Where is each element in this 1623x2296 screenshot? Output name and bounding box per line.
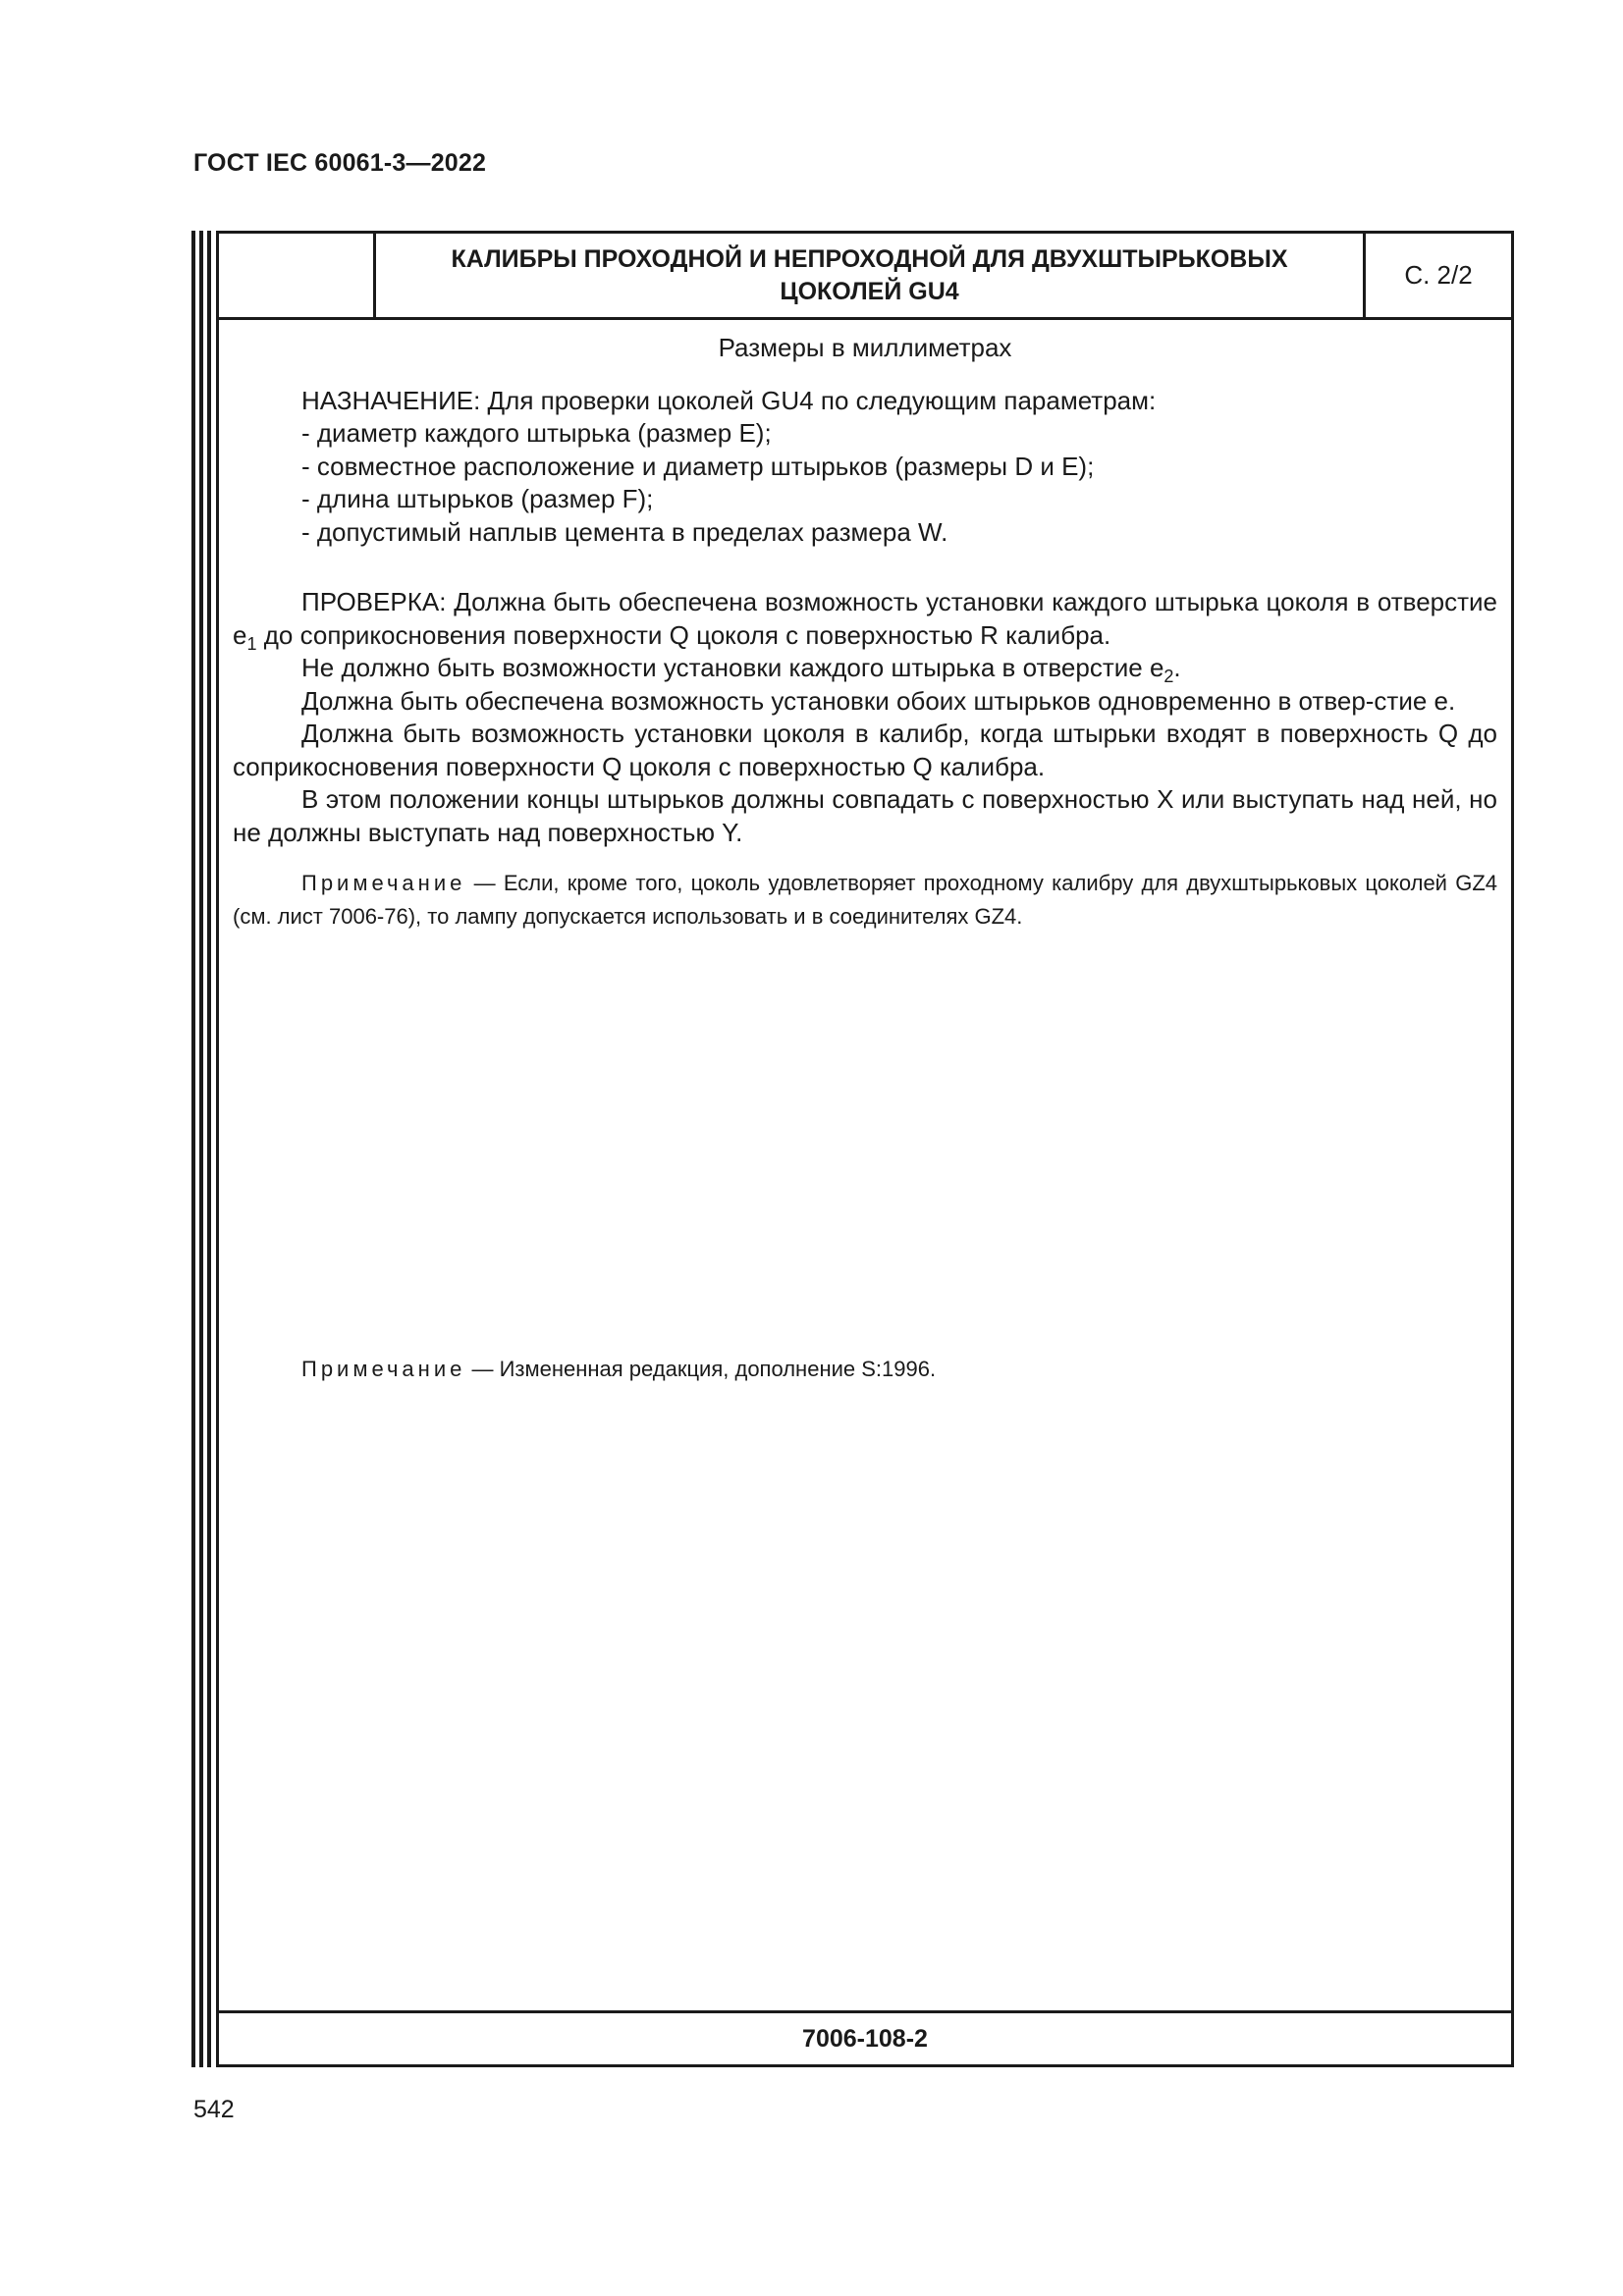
sheet-body xyxy=(233,332,1497,934)
purpose-heading: НАЗНАЧЕНИЕ: Для проверки цоколей GU4 по следующим параметрам: xyxy=(301,385,1157,415)
running-head: ГОСТ IEC 60061-3—2022 xyxy=(193,149,487,177)
binding-bar-middle xyxy=(199,231,203,2067)
sheet-title-line-2: ЦОКОЛЕЙ GU4 xyxy=(780,277,959,305)
purpose-item: - диаметр каждого штырька (размер E); xyxy=(301,418,772,448)
sheet-number: 7006-108-2 xyxy=(219,2010,1511,2064)
note-1-text: — Если, кроме того, цоколь удовлетворяет проходному калибру для двухштырьковых цоколей GZ4 (см. лист 7006-76), то лампу допускается использовать и в соединителях GZ4. xyxy=(233,871,1497,929)
note-2 xyxy=(301,1353,936,1386)
sheet-title xyxy=(376,234,1366,317)
page-number: 542 xyxy=(193,2096,235,2123)
check-paragraph-4: Должна быть возможность установки цоколя в калибр, когда штырьки входят в поверхность Q до соприкосновения поверхности Q цоколя с поверхностью Q калибра. xyxy=(233,719,1497,781)
check-paragraph-1: ПРОВЕРКА: Должна быть обеспечена возможность установки каждого штырька цоколя в отверстие $e_1$ до соприкосновения поверхности Q цоколя с поверхностью R калибра. xyxy=(233,587,1497,654)
binding-bar-inner xyxy=(207,231,211,2067)
sheet-title-line-1: КАЛИБРЫ ПРОХОДНОЙ И НЕПРОХОДНОЙ ДЛЯ ДВУХШТЫРЬКОВЫХ xyxy=(451,244,1288,273)
purpose-item: - допустимый наплыв цемента в пределах размера W. xyxy=(301,516,948,547)
standard-sheet xyxy=(216,231,1514,2067)
header-blank-cell xyxy=(219,234,376,317)
note-2-label: Примечание xyxy=(301,1357,466,1381)
note-2-text: — Измененная редакция, дополнение S:1996. xyxy=(465,1357,937,1381)
sheet-page-ref: С. 2/2 xyxy=(1404,260,1473,290)
dimensions-note: Размеры в миллиметрах xyxy=(718,333,1012,362)
purpose-item: - длина штырьков (размер F); xyxy=(301,484,654,513)
check-paragraph-2: Не должно быть возможности установки каждого штырька в отверстие $e_2$. xyxy=(301,653,1181,686)
note-1 xyxy=(233,867,1497,934)
check-paragraph-3: Должна быть обеспечена возможность установки обоих штырьков одновременно в отвер-стие e. xyxy=(301,685,1456,716)
note-1-label: Примечание xyxy=(301,871,466,895)
purpose-item: - совместное расположение и диаметр штырьков (размеры D и E); xyxy=(301,451,1095,481)
check-paragraph-5: В этом положении концы штырьков должны совпадать с поверхностью X или выступать над ней, но не должны выступать над поверхностью Y. xyxy=(233,784,1497,847)
binding-bar-outer xyxy=(191,231,195,2067)
sheet-header xyxy=(219,234,1511,320)
